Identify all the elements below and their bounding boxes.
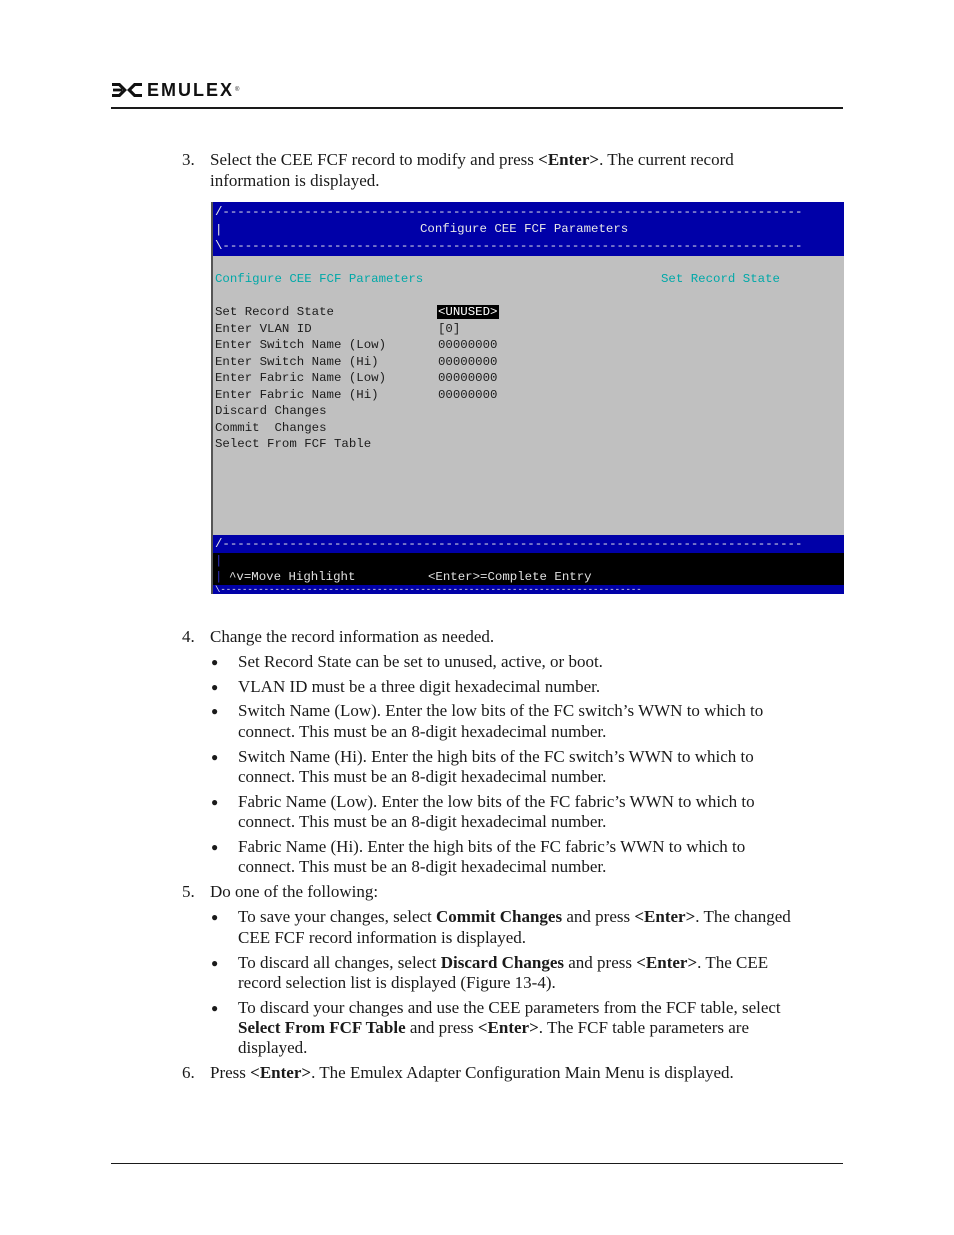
field-label-fabric-low: Enter Fabric Name (Low) [215, 371, 387, 385]
step-number: 4. [182, 627, 195, 646]
step-number: 6. [182, 1063, 195, 1082]
list-item-continued: displayed. [238, 1038, 308, 1057]
footer-rule [111, 1163, 843, 1164]
hint-complete-entry: <Enter>=Complete Entry [428, 570, 592, 584]
section-title: Configure CEE FCF Parameters [215, 272, 424, 286]
bullet-dot: ● [211, 750, 219, 764]
border-pipe: | [215, 570, 223, 584]
bullet-dot: ● [211, 956, 219, 970]
list-item-continued: record selection list is displayed (Figure 13-4). [238, 973, 556, 992]
list-item: To discard all changes, select Discard Changes and press <Enter>. The CEE [238, 953, 769, 972]
list-item-continued: connect. This must be an 8-digit hexadecimal number. [238, 812, 607, 831]
list-item: Set Record State can be set to unused, active, or boot. [238, 652, 603, 671]
list-item-continued: connect. This must be an 8-digit hexadecimal number. [238, 857, 607, 876]
terminal-screenshot [211, 202, 844, 594]
field-label-record-state: Set Record State [215, 305, 334, 319]
bullet-dot: ● [211, 1001, 219, 1015]
bullet-dot: ● [211, 680, 219, 694]
menu-item-discard-changes[interactable]: Discard Changes [215, 404, 327, 418]
list-item-continued: connect. This must be an 8-digit hexadecimal number. [238, 767, 607, 786]
step-number: 3. [182, 150, 195, 169]
brand-name: EMULEX [147, 79, 235, 100]
step-text: Do one of the following: [210, 882, 379, 901]
terminal-title: Configure CEE FCF Parameters [420, 222, 629, 236]
bullet-dot: ● [211, 795, 219, 809]
field-value-fabric-hi[interactable]: 00000000 [438, 387, 498, 402]
field-value-record-state[interactable]: <UNUSED> [438, 305, 498, 319]
list-item: To discard your changes and use the CEE parameters from the FCF table, select [238, 998, 781, 1017]
step-text: Press <Enter>. The Emulex Adapter Configuration Main Menu is displayed. [210, 1063, 734, 1082]
field-label-switch-low: Enter Switch Name (Low) [215, 338, 387, 352]
step-text: Change the record information as needed. [210, 627, 495, 646]
field-label-fabric-hi: Enter Fabric Name (Hi) [215, 387, 379, 402]
emulex-logo-icon [111, 81, 143, 99]
border-pipe: | [215, 554, 223, 568]
border-line: /------------------------------------------------------------------------------ [215, 537, 803, 551]
page-header [111, 78, 843, 108]
bullet-dot: ● [211, 704, 219, 718]
list-item: VLAN ID must be a three digit hexadecimal number. [238, 677, 601, 696]
menu-item-select-from-fcf-table[interactable]: Select From FCF Table [215, 437, 372, 451]
border-pipe: | [215, 223, 223, 237]
border-line: \------------------------------------------------------------------------------ [215, 585, 642, 594]
field-label-switch-hi: Enter Switch Name (Hi) [215, 354, 379, 369]
step-number: 5. [182, 882, 195, 901]
header-rule [111, 107, 843, 109]
trademark-mark: ® [235, 87, 240, 93]
list-item: To save your changes, select Commit Changes and press <Enter>. The changed [238, 907, 791, 926]
list-item: Switch Name (Hi). Enter the high bits of the FC switch’s WWN to which to [238, 747, 754, 766]
field-value-fabric-low[interactable]: 00000000 [438, 371, 498, 385]
hint-move-highlight: ^v=Move Highlight [229, 570, 356, 584]
border-line: \------------------------------------------------------------------------------ [215, 239, 803, 253]
border-line: /------------------------------------------------------------------------------ [215, 205, 803, 219]
list-item-continued: Select From FCF Table and press <Enter>. The FCF table parameters are [238, 1018, 750, 1037]
bullet-dot: ● [211, 840, 219, 854]
field-label-vlan-id: Enter VLAN ID [215, 321, 312, 336]
list-item: Fabric Name (Low). Enter the low bits of the FC fabric’s WWN to which to [238, 792, 755, 811]
menu-item-commit-changes[interactable]: Commit Changes [215, 420, 327, 435]
list-item: Switch Name (Low). Enter the low bits of the FC switch’s WWN to which to [238, 701, 764, 720]
emulex-logo [111, 78, 239, 102]
field-value-switch-hi[interactable]: 00000000 [438, 354, 498, 369]
field-value-switch-low[interactable]: 00000000 [438, 338, 498, 352]
bullet-dot: ● [211, 655, 219, 669]
list-item-continued: CEE FCF record information is displayed. [238, 928, 527, 947]
step-text-continued: information is displayed. [210, 171, 380, 190]
section-hint: Set Record State [661, 272, 780, 286]
bullet-dot: ● [211, 910, 219, 924]
list-item: Fabric Name (Hi). Enter the high bits of the FC fabric’s WWN to which to [238, 837, 746, 856]
step-text: Select the CEE FCF record to modify and press <Enter>. The current record [210, 150, 734, 169]
list-item-continued: connect. This must be an 8-digit hexadecimal number. [238, 722, 607, 741]
field-value-vlan-id[interactable]: [0] [438, 321, 461, 336]
